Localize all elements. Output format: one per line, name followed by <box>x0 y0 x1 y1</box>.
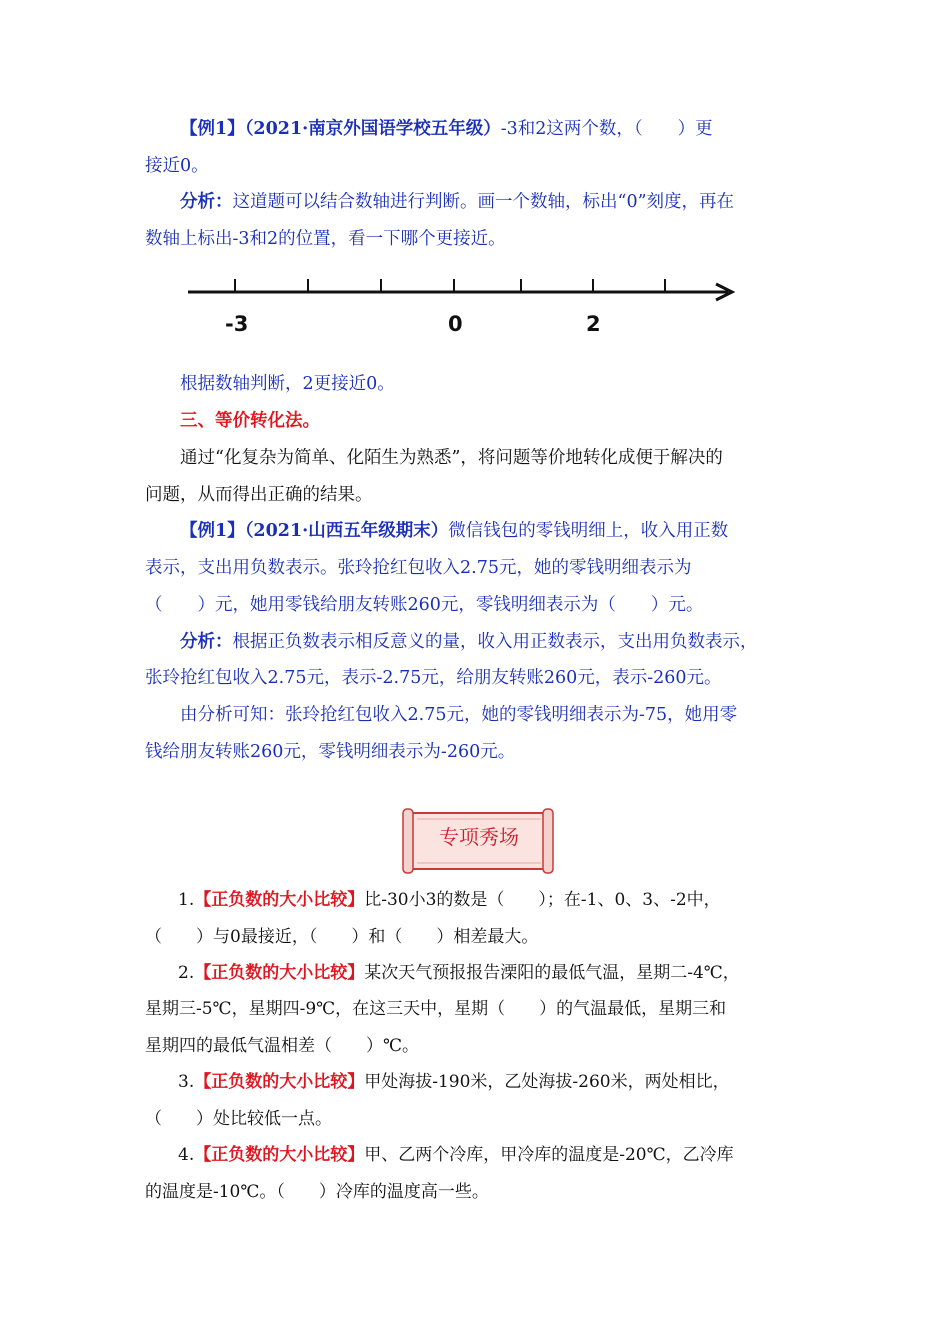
example1-analysis-label: 分析： <box>180 192 233 212</box>
exercise-2-line3: 星期四的最低气温相差（ ）℃。 <box>145 1036 420 1056</box>
example2-question-line1 <box>180 520 728 542</box>
section3-intro-line1: 通过“化复杂为简单、化陌生为熟悉”，将问题等价地转化成便于解决的 <box>180 448 723 468</box>
exercise-4-tag: 【正负数的大小比较】 <box>194 1145 365 1165</box>
example2-tag: 【例1】 <box>180 521 245 541</box>
section-banner <box>397 807 559 877</box>
exercise-3-line1 <box>178 1071 730 1093</box>
axis-label-neg3: -3 <box>225 312 249 336</box>
example2-question-line3: （ ）元，她用零钱给朋友转账260元，零钱明细表示为（ ）元。 <box>145 595 704 615</box>
exercise-4-line1 <box>178 1144 734 1166</box>
exercise-2-line1 <box>178 962 740 984</box>
exercise-2-number: 2. <box>178 963 195 983</box>
example2-analysis-line2: 张玲抢红包收入2.75元，表示-2.75元，给朋友转账260元，表示-260元。 <box>145 668 722 688</box>
example2-result-line1: 由分析可知：张玲抢红包收入2.75元，她的零钱明细表示为-75，她用零 <box>180 705 738 725</box>
banner-title: 专项秀场 <box>439 825 519 849</box>
section3-intro-line2: 问题，从而得出正确的结果。 <box>145 485 373 505</box>
number-line-svg <box>180 270 750 350</box>
example2-question-text: 微信钱包的零钱明细上，收入用正数 <box>448 521 729 541</box>
example2-analysis-text: 根据正负数表示相反意义的量，收入用正数表示，支出用负数表示， <box>232 632 758 652</box>
example2-analysis-line1 <box>180 631 758 653</box>
axis-label-two: 2 <box>586 312 601 336</box>
example1-conclusion: 根据数轴判断，2更接近0。 <box>180 374 395 394</box>
axis-label-zero: 0 <box>448 312 463 336</box>
exercise-3-tag: 【正负数的大小比较】 <box>194 1072 365 1092</box>
example1-analysis-text: 这道题可以结合数轴进行判断。画一个数轴，标出“0”刻度，再在 <box>232 192 735 212</box>
exercise-4-number: 4. <box>178 1145 195 1165</box>
example1-question-line2: 接近0。 <box>145 156 209 176</box>
example2-source: （2021·山西五年级期末） <box>244 521 449 541</box>
example2-question-line2: 表示，支出用负数表示。张玲抢红包收入2.75元，她的零钱明细表示为 <box>145 558 692 578</box>
example2-analysis-label: 分析： <box>180 632 233 652</box>
exercise-2-text: 某次天气预报报告溧阳的最低气温，星期二-4℃， <box>364 963 740 983</box>
exercise-1-number: 1. <box>178 890 195 910</box>
example1-source: （2021·南京外国语学校五年级） <box>244 119 501 139</box>
example1-question-line1 <box>180 118 713 140</box>
exercise-4-text: 甲、乙两个冷库，甲冷库的温度是-20℃，乙冷库 <box>364 1145 734 1165</box>
example1-question-text: -3和2这两个数，（ ）更 <box>500 119 713 139</box>
exercise-3-line2: （ ）处比较低一点。 <box>145 1109 332 1129</box>
number-line <box>180 270 750 350</box>
example1-analysis-line1 <box>180 191 734 213</box>
exercise-1-line2: （ ）与0最接近，（ ）和（ ）相差最大。 <box>145 927 539 947</box>
exercise-2-line2: 星期三-5℃，星期四-9℃，在这三天中，星期（ ）的气温最低，星期三和 <box>145 999 727 1019</box>
exercise-1-text: 比-30小3的数是（ ）；在-1、0、3、-2中， <box>364 890 721 910</box>
exercise-2-tag: 【正负数的大小比较】 <box>194 963 365 983</box>
example2-result-line2: 钱给朋友转账260元，零钱明细表示为-260元。 <box>145 742 516 762</box>
exercise-3-number: 3. <box>178 1072 195 1092</box>
exercise-1-line1 <box>178 889 721 911</box>
section3-heading: 三、等价转化法。 <box>180 411 320 431</box>
example1-analysis-line2: 数轴上标出-3和2的位置，看一下哪个更接近。 <box>145 229 506 249</box>
exercise-3-text: 甲处海拔-190米，乙处海拔-260米，两处相比， <box>364 1072 730 1092</box>
example1-tag: 【例1】 <box>180 119 245 139</box>
exercise-1-tag: 【正负数的大小比较】 <box>194 890 365 910</box>
exercise-4-line2: 的温度是-10℃。（ ）冷库的温度高一些。 <box>145 1182 489 1202</box>
